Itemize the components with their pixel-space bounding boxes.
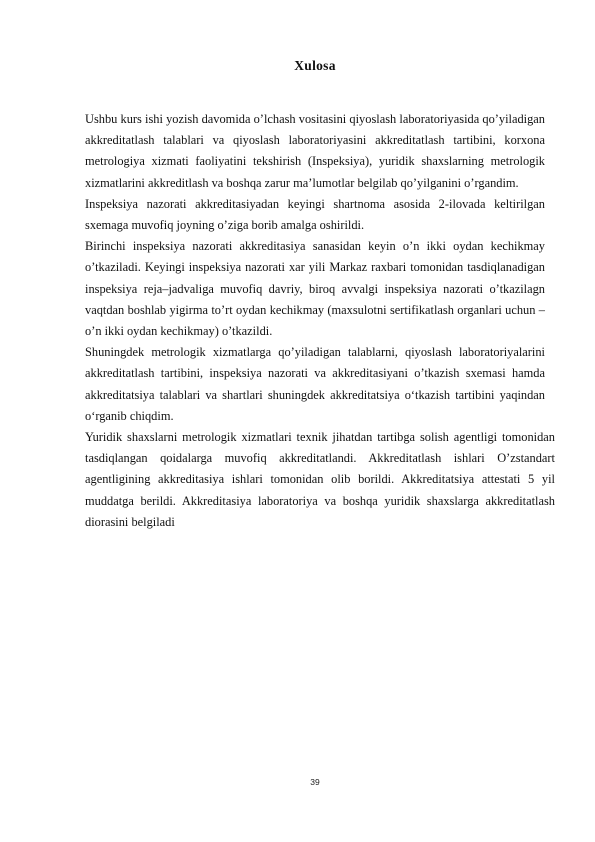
paragraph-3: Birinchi inspeksiya nazorati akkreditasiya sanasidan keyin o’n ikki oydan kechikmay o’tkaziladi. Keyingi inspeksiya nazorati xar yili Markaz raxbari tomonidan tasdiqlanadigan inspeksiya reja–jadvaliga muvofiq davriy, biroq avvalgi inspeksiya nazorati o’tkazilagn vaqtdan boshlab yigirma to’rt oydan kechikmay (maxsulotni sertifikatlash organlari uchun –o’n ikki oydan kechikmay) o’tkazildi. — [85, 239, 545, 339]
page-title: Xulosa — [294, 58, 336, 73]
page-number: 39 — [310, 777, 320, 787]
paragraph-4: Shuningdek metrologik xizmatlarga qo’yiladigan talablarni, qiyoslash laboratoriyalarini akkreditatlash tartibini, inspeksiya nazorati va akkreditasiyani o’tkazish sxemasi hamda akkreditatsiya talablari va shartlari shuningdek akkreditatsiya oʻtkazish tartibini yaqindan oʻrganib chiqdim. — [85, 345, 545, 423]
paragraph-2: Inspeksiya nazorati akkreditasiyadan keyingi shartnoma asosida 2-ilovada keltirilgan sxemaga muvofiq joyning o’ziga borib amalga oshirildi. — [85, 196, 545, 233]
paragraph-1: Ushbu kurs ishi yozish davomida o’lchash vositasini qiyoslash laboratoriyasida qo’yiladigan akkreditatlash talablari va qiyoslash laboratoriyasini akkreditatlash tartibini, korxona metrologiya xizmati faoliyatini tekshirish (Inspeksiya), yuridik shaxslarning metrologik xizmatlarini akkreditlash va boshqa zarur ma’lumotlar belgilab qo’yilganini o’rgandim. — [85, 112, 545, 190]
body-text — [85, 109, 555, 533]
paragraph-5: Yuridik shaxslarni metrologik xizmatlari texnik jihatdan tartibga solish agentligi tomonidan tasdiqlangan qoidalarga muvofiq akkreditatlandi. Akkreditatlash ishlari O’zstandart agentligining akkreditasiya ishlari tomonidan olib borildi. Akkreditatsiya attestati 5 yil muddatga berildi. Akkreditasiya laboratoriya va boshqa yuridik shaxslarga akkreditatlash diorasini belgiladi — [85, 430, 555, 529]
